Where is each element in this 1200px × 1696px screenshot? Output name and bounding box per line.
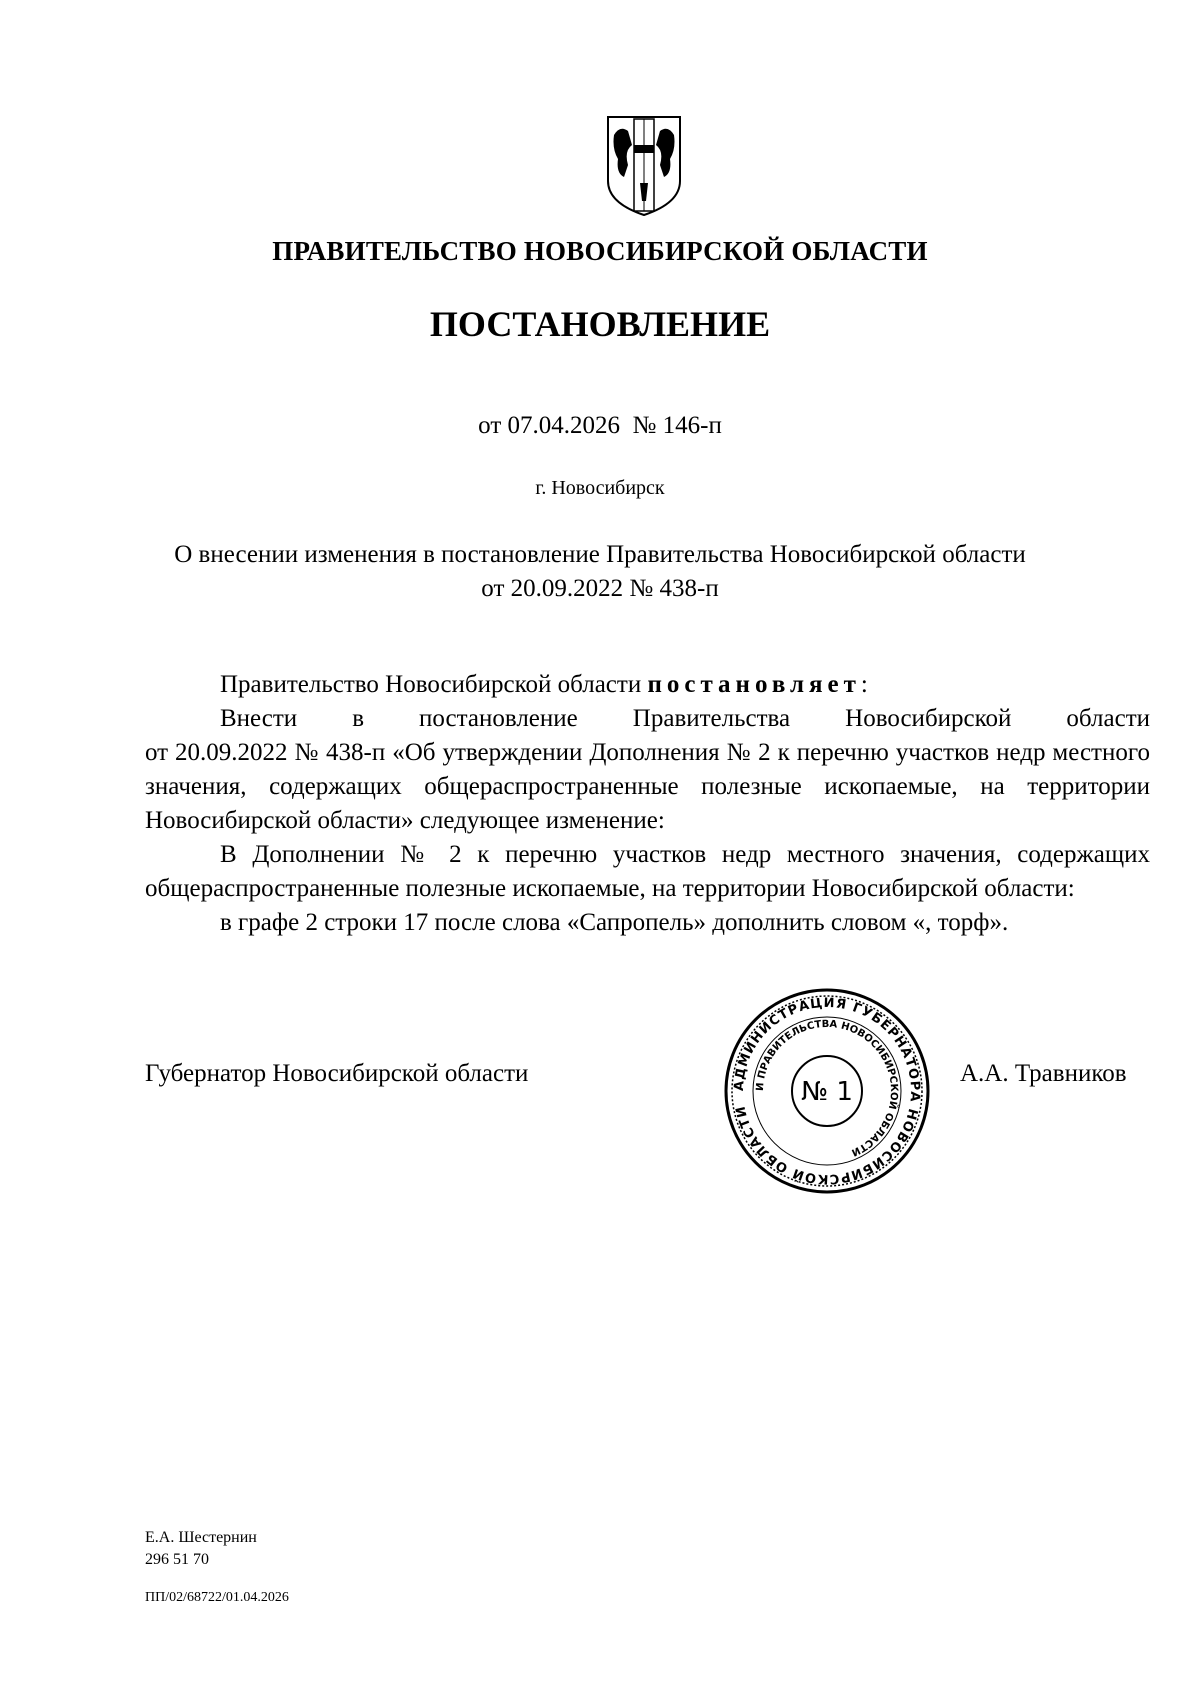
official-seal-stamp	[722, 986, 932, 1196]
signer-title: Губернатор Новосибирской области	[145, 1060, 529, 1087]
document-date-number: от 07.04.2026 № 146-п	[478, 412, 722, 439]
executor-info	[145, 1527, 257, 1571]
body-paragraph-1	[145, 668, 1150, 702]
coat-of-arms-icon	[604, 115, 684, 217]
body-paragraph-2: от 20.09.2022 № 438-п «Об утверждении Дополнения № 2 к перечню участков недр местного значения, содержащих общераспространенные полезные ископаемые, на территории Новосибирской области» следующее изменение:	[145, 739, 1150, 834]
seal-number: № 1	[801, 1077, 853, 1107]
executor-phone: 296 51 70	[145, 1551, 209, 1568]
document-body	[145, 668, 1150, 940]
decree-verb: постановляет	[647, 671, 861, 698]
body-paragraph-4: в графе 2 строки 17 после слова «Сапропель» дополнить словом «, торф».	[220, 909, 1009, 936]
document-city: г. Новосибирск	[535, 477, 665, 499]
document-type-title: ПОСТАНОВЛЕНИЕ	[429, 304, 771, 344]
seal-ring-text: АДМИНИСТРАЦИЯ ГУБЕРНАТОРА НОВОСИБИРСКОЙ ОБЛАСТИ	[731, 995, 923, 1187]
decree-colon: :	[860, 671, 868, 698]
executor-name: Е.А. Шестернин	[145, 1529, 257, 1546]
subject-line-1: О внесении изменения в постановление Правительства Новосибирской области	[174, 541, 1026, 568]
subject-line-2: от 20.09.2022 № 438-п	[481, 575, 719, 602]
organization-title: ПРАВИТЕЛЬСТВО НОВОСИБИРСКОЙ ОБЛАСТИ	[272, 236, 928, 266]
body-paragraph-2-lead: Внести в постановление Правительства Новосибирской области	[220, 705, 1150, 732]
document-subject	[0, 538, 1200, 606]
body-paragraph-3: В Дополнении № 2 к перечню участков недр местного значения, содержащих общераспространенные полезные ископаемые, на территории Новосибирской области:	[145, 841, 1150, 902]
decree-preamble: Правительство Новосибирской области	[220, 671, 642, 698]
seal-inner-text: И ПРАВИТЕЛЬСТВА НОВОСИБИРСКОЙ ОБЛАСТИ	[754, 1018, 900, 1158]
signer-name: А.А. Травников	[960, 1060, 1127, 1087]
document-code: ПП/02/68722/01.04.2026	[145, 1590, 289, 1605]
